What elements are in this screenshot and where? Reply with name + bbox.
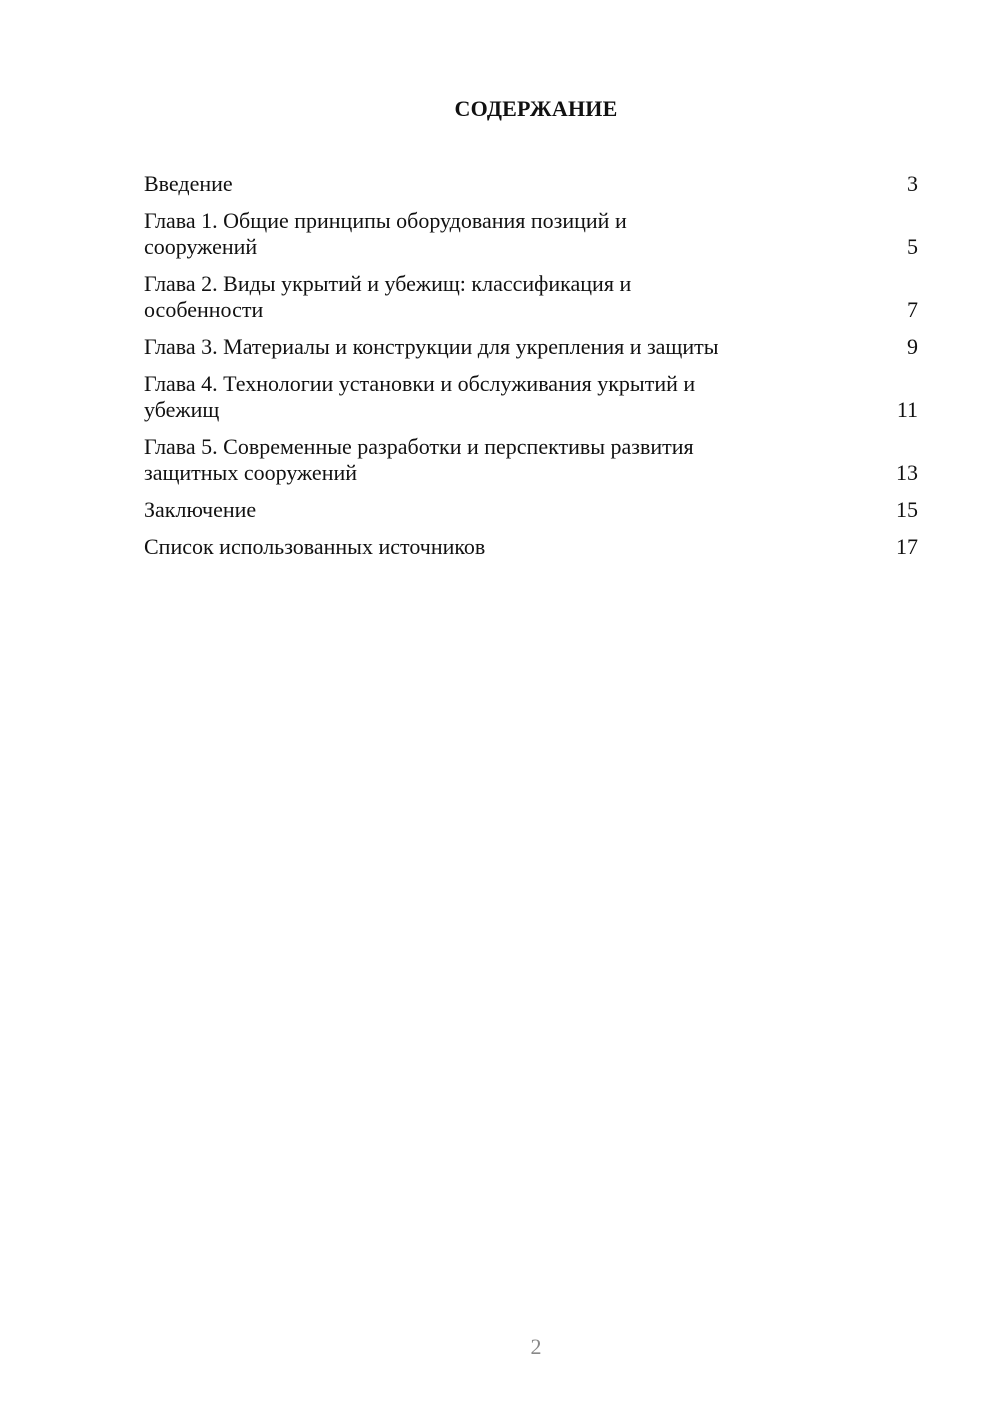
toc-entry-title: Глава 2. Виды укрытий и убежищ: классификация и особенности bbox=[144, 271, 632, 322]
toc-entry-title: Список использованных источников bbox=[144, 534, 486, 559]
toc-entry-title: Глава 3. Материалы и конструкции для укрепления и защиты bbox=[144, 334, 719, 359]
toc-entry-page: 5 bbox=[907, 234, 918, 259]
toc-entry-chapter-1 bbox=[144, 208, 918, 260]
toc-entry-page: 15 bbox=[896, 497, 918, 522]
toc-entry-page: 3 bbox=[907, 171, 918, 196]
toc-entry-introduction bbox=[144, 171, 918, 197]
toc-entry-chapter-5 bbox=[144, 434, 918, 486]
toc-entry-page: 17 bbox=[896, 534, 918, 559]
toc-entry-page: 9 bbox=[907, 334, 918, 359]
toc-entry-chapter-4 bbox=[144, 371, 918, 423]
toc-entry-title: Глава 5. Современные разработки и перспективы развития защитных сооружений bbox=[144, 434, 694, 485]
toc-entry-title: Глава 1. Общие принципы оборудования позиций и сооружений bbox=[144, 208, 627, 259]
page-number: 2 bbox=[530, 1334, 542, 1359]
toc-entry-title: Введение bbox=[144, 171, 233, 196]
table-of-contents bbox=[144, 171, 918, 571]
toc-entry-page: 11 bbox=[896, 397, 918, 422]
toc-entry-references bbox=[144, 534, 918, 560]
toc-entry-chapter-2 bbox=[144, 271, 918, 323]
toc-entry-title: Глава 4. Технологии установки и обслуживания укрытий и убежищ bbox=[144, 371, 696, 422]
toc-entry-title: Заключение bbox=[144, 497, 257, 522]
toc-entry-conclusion bbox=[144, 497, 918, 523]
toc-entry-page: 13 bbox=[896, 460, 918, 485]
page-title: СОДЕРЖАНИЕ bbox=[454, 96, 618, 121]
toc-entry-page: 7 bbox=[907, 297, 918, 322]
toc-entry-chapter-3 bbox=[144, 334, 918, 360]
